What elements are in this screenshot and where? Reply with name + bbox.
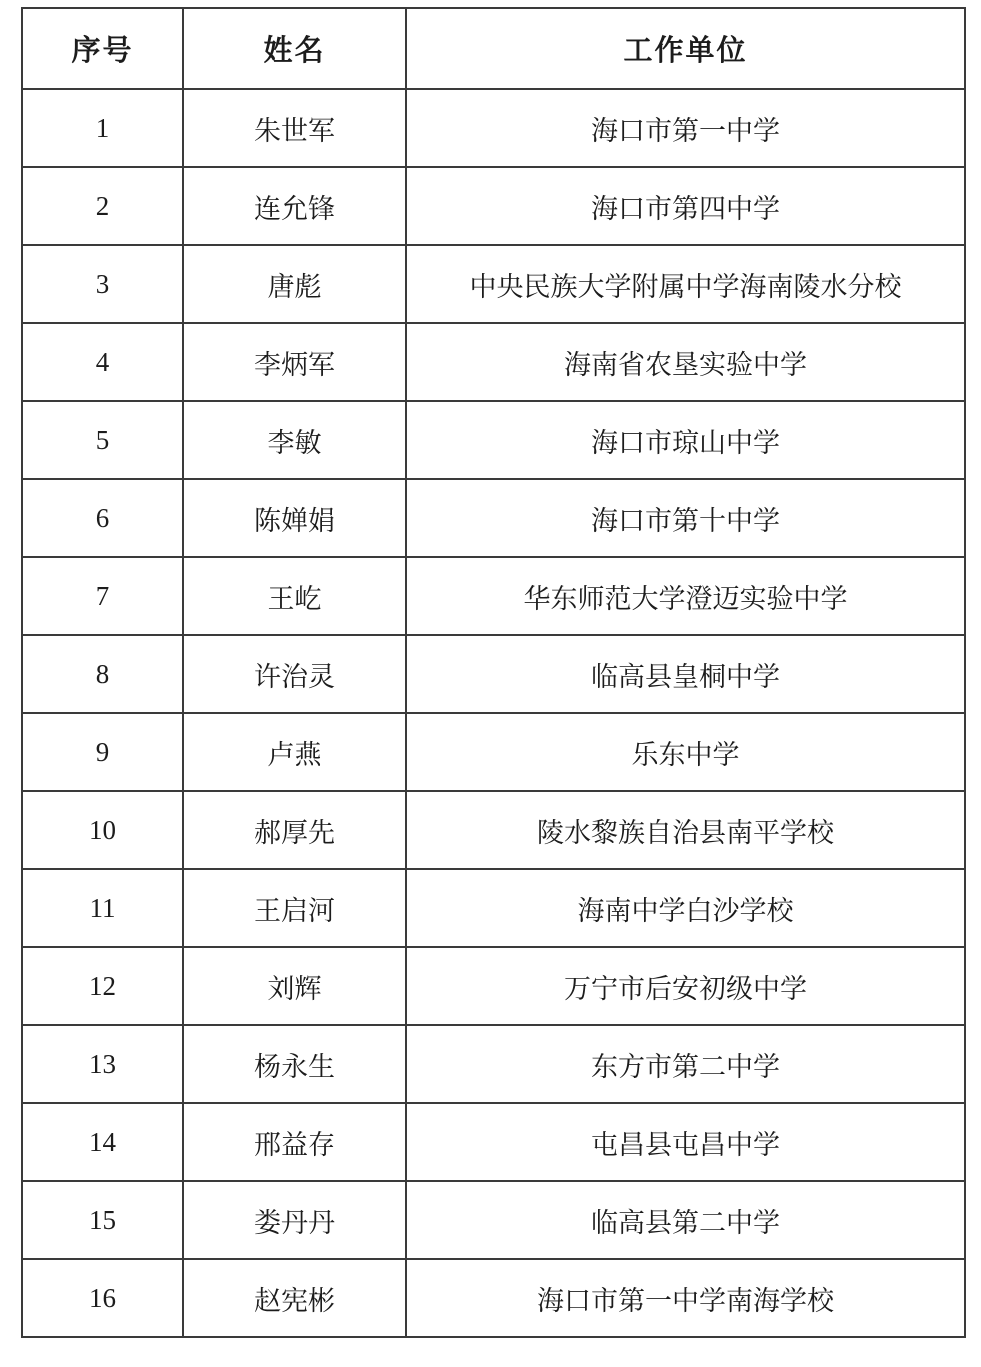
work-unit-cell: 海口市第一中学南海学校 bbox=[406, 1259, 965, 1337]
table-row bbox=[22, 479, 965, 557]
table-row bbox=[22, 1181, 965, 1259]
work-unit-cell: 海口市第十中学 bbox=[406, 479, 965, 557]
name-cell: 王启河 bbox=[183, 869, 406, 947]
serial-number-cell: 13 bbox=[22, 1025, 183, 1103]
table-header bbox=[22, 8, 965, 89]
work-unit-cell: 东方市第二中学 bbox=[406, 1025, 965, 1103]
serial-number-cell: 2 bbox=[22, 167, 183, 245]
table-body bbox=[22, 89, 965, 1337]
table-row bbox=[22, 791, 965, 869]
serial-number-cell: 3 bbox=[22, 245, 183, 323]
header-work-unit: 工作单位 bbox=[406, 8, 965, 89]
name-cell: 王屹 bbox=[183, 557, 406, 635]
serial-number-cell: 4 bbox=[22, 323, 183, 401]
table-row bbox=[22, 1259, 965, 1337]
work-unit-cell: 乐东中学 bbox=[406, 713, 965, 791]
serial-number-cell: 1 bbox=[22, 89, 183, 167]
name-cell: 娄丹丹 bbox=[183, 1181, 406, 1259]
serial-number-cell: 11 bbox=[22, 869, 183, 947]
name-cell: 杨永生 bbox=[183, 1025, 406, 1103]
header-serial-number: 序号 bbox=[22, 8, 183, 89]
serial-number-cell: 5 bbox=[22, 401, 183, 479]
serial-number-cell: 10 bbox=[22, 791, 183, 869]
work-unit-cell: 海口市第四中学 bbox=[406, 167, 965, 245]
table-row bbox=[22, 1103, 965, 1181]
name-cell: 邢益存 bbox=[183, 1103, 406, 1181]
name-cell: 李敏 bbox=[183, 401, 406, 479]
work-unit-cell: 陵水黎族自治县南平学校 bbox=[406, 791, 965, 869]
work-unit-cell: 海南省农垦实验中学 bbox=[406, 323, 965, 401]
table-row bbox=[22, 557, 965, 635]
work-unit-cell: 中央民族大学附属中学海南陵水分校 bbox=[406, 245, 965, 323]
name-cell: 连允锋 bbox=[183, 167, 406, 245]
work-unit-cell: 海南中学白沙学校 bbox=[406, 869, 965, 947]
serial-number-cell: 9 bbox=[22, 713, 183, 791]
serial-number-cell: 6 bbox=[22, 479, 183, 557]
table-row bbox=[22, 245, 965, 323]
serial-number-cell: 14 bbox=[22, 1103, 183, 1181]
name-cell: 李炳军 bbox=[183, 323, 406, 401]
work-unit-cell: 临高县皇桐中学 bbox=[406, 635, 965, 713]
name-cell: 唐彪 bbox=[183, 245, 406, 323]
table-row bbox=[22, 1025, 965, 1103]
serial-number-cell: 7 bbox=[22, 557, 183, 635]
table-row bbox=[22, 89, 965, 167]
work-unit-cell: 华东师范大学澄迈实验中学 bbox=[406, 557, 965, 635]
work-unit-cell: 屯昌县屯昌中学 bbox=[406, 1103, 965, 1181]
work-unit-cell: 万宁市后安初级中学 bbox=[406, 947, 965, 1025]
name-cell: 赵宪彬 bbox=[183, 1259, 406, 1337]
work-unit-cell: 海口市琼山中学 bbox=[406, 401, 965, 479]
name-cell: 卢燕 bbox=[183, 713, 406, 791]
serial-number-cell: 8 bbox=[22, 635, 183, 713]
work-unit-cell: 临高县第二中学 bbox=[406, 1181, 965, 1259]
table-row bbox=[22, 947, 965, 1025]
header-row bbox=[22, 8, 965, 89]
serial-number-cell: 12 bbox=[22, 947, 183, 1025]
table-row bbox=[22, 167, 965, 245]
name-cell: 刘辉 bbox=[183, 947, 406, 1025]
table-row bbox=[22, 713, 965, 791]
serial-number-cell: 16 bbox=[22, 1259, 183, 1337]
serial-number-cell: 15 bbox=[22, 1181, 183, 1259]
header-name: 姓名 bbox=[183, 8, 406, 89]
table-row bbox=[22, 869, 965, 947]
name-cell: 郝厚先 bbox=[183, 791, 406, 869]
table-row bbox=[22, 401, 965, 479]
name-cell: 朱世军 bbox=[183, 89, 406, 167]
roster-table bbox=[21, 7, 966, 1338]
name-cell: 陈婵娟 bbox=[183, 479, 406, 557]
name-cell: 许治灵 bbox=[183, 635, 406, 713]
work-unit-cell: 海口市第一中学 bbox=[406, 89, 965, 167]
table-row bbox=[22, 323, 965, 401]
table-row bbox=[22, 635, 965, 713]
